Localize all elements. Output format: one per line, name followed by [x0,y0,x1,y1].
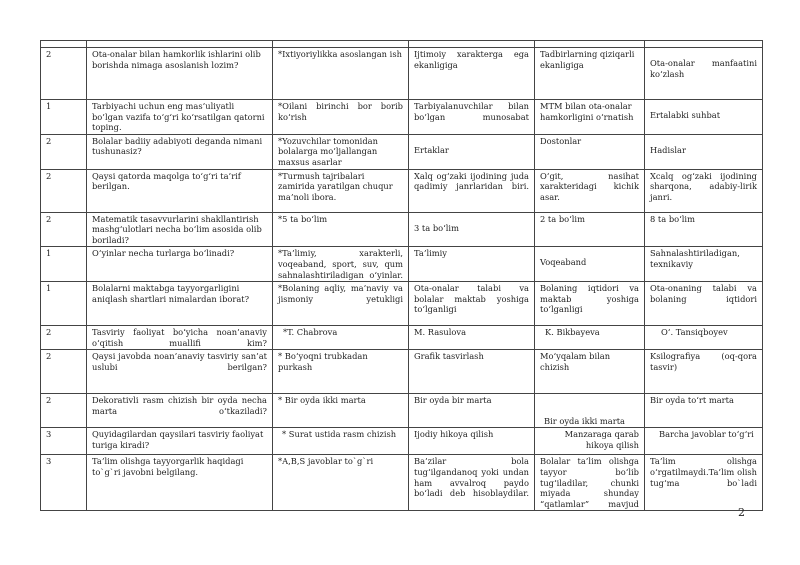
answer-b-cell: 3 ta bo‘lim [409,212,535,247]
table-row [41,169,763,212]
answer-a-cell: *A,B,S javoblar to`g`ri [273,455,409,511]
answer-c-cell: K. Bikbayeva [535,326,645,350]
page-number: 2 [738,506,745,519]
table-row [41,247,763,282]
question-cell: Matematik tasavvurlarini shakllantirish mashg‘ulotlari necha bo‘lim asosida olib boriladi? [87,212,273,247]
answer-b-cell: M. Rasulova [409,326,535,350]
answer-a-cell: *Ixtiyoriylikka asoslangan ish [273,48,409,100]
answer-c-cell: Manzaraga qarab hikoya qilish [535,428,645,455]
answer-b-cell: Xalq og‘zaki ijodining juda qadimiy janrlaridan biri. [409,169,535,212]
answer-b-cell: Ertaklar [409,134,535,169]
answer-b-cell: Ijodiy hikoya qilish [409,428,535,455]
answer-a-cell: *T. Chabrova [273,326,409,350]
answer-c-cell: Bolaning iqtidori va maktab yoshiga to‘lganligi [535,282,645,326]
table-row [41,350,763,394]
answer-b-cell: Grafik tasvirlash [409,350,535,394]
answer-a-cell: * Bo‘yoqni trubkadan purkash [273,350,409,394]
answer-d-cell: Bir oyda to‘rt marta [645,394,763,428]
answer-a-cell: *5 ta bo‘lim [273,212,409,247]
table-row [41,428,763,455]
document-page [40,40,762,511]
answer-c-cell: Tadbirlarning qiziqarli ekanligiga [535,48,645,100]
question-cell: Tarbiyachi uchun eng mas’uliyatli bo’lgan vazifa to‘g‘ri ko‘rsatilgan qatorni toping. [87,100,273,135]
score-cell: 2 [41,212,87,247]
answer-d-cell: Hadislar [645,134,763,169]
answer-d-cell: Xcalq og‘zaki ijodining sharqona, adabiy-lirik janri. [645,169,763,212]
answer-d-cell: Ta’lim olishga o‘rgatilmaydi.Ta’lim olish tug‘ma bo`ladi [645,455,763,511]
question-cell: Quyidagilardan qaysilari tasviriy faoliyat turiga kiradi? [87,428,273,455]
answer-c-cell: Mo‘yqalam bilan chizish [535,350,645,394]
score-cell: 3 [41,428,87,455]
answer-a-cell: *Yozuvchilar tomonidan bolalarga mo’ljallangan maxsus asarlar [273,134,409,169]
table-row [41,134,763,169]
answer-b-cell: Bir oyda bir marta [409,394,535,428]
table-row [41,455,763,511]
answer-d-cell: Sahnalashtiriladigan, texnikaviy [645,247,763,282]
question-cell: Qaysi javobda noan’anaviy tasviriy san’at uslubi berilgan? [87,350,273,394]
answer-c-cell: Bolalar ta’lim olishga tayyor bo‘lib tug‘iladilar, chunki miyada shunday “qatlamlar” mavjud [535,455,645,511]
table-row [41,212,763,247]
question-cell: Qaysi qatorda maqolga to‘g‘ri ta’rif berilgan. [87,169,273,212]
table-row [41,326,763,350]
table-row [41,394,763,428]
answer-c-cell: Bir oyda ikki marta [535,394,645,428]
answer-a-cell: *Bolaning aqliy, ma’naviy va jismoniy yetukligi [273,282,409,326]
score-cell: 2 [41,350,87,394]
question-cell: O‘yinlar necha turlarga bo‘linadi? [87,247,273,282]
answer-a-cell: * Bir oyda ikki marta [273,394,409,428]
answer-b-cell: Ijtimoiy xarakterga ega ekanligiga [409,48,535,100]
answer-d-cell: Ksilografiya (oq-qora tasvir) [645,350,763,394]
answer-d-cell: Ota-onalar manfaatini ko‘zlash [645,48,763,100]
table-row [41,41,763,48]
answer-d-cell: Barcha javoblar to‘g‘ri [645,428,763,455]
score-cell: 2 [41,134,87,169]
answer-b-cell: Ta’limiy [409,247,535,282]
answer-d-cell: Ota-onaning talabi va bolaning iqtidori [645,282,763,326]
answer-d-cell: 8 ta bo‘lim [645,212,763,247]
answer-c-cell: Dostonlar [535,134,645,169]
question-cell: Bolalarni maktabga tayyorgarligini aniqlash shartlari nimalardan iborat? [87,282,273,326]
answer-d-cell: O‘. Tansiqboyev [645,326,763,350]
answer-a-cell: *Turmush tajribalari zamirida yaratilgan chuqur ma’noli ibora. [273,169,409,212]
table-row [41,282,763,326]
answer-d-cell: Ertalabki suhbat [645,100,763,135]
answer-c-cell: 2 ta bo‘lim [535,212,645,247]
score-cell: 1 [41,100,87,135]
score-cell: 2 [41,48,87,100]
table-row [41,100,763,135]
answer-b-cell: Ba’zilar bola tug‘ilgandanoq yoki undan ham avvalroq paydo bo‘ladi deb hisoblaydilar. [409,455,535,511]
score-cell: 2 [41,326,87,350]
answer-a-cell: *Oilani birinchi bor borib ko‘rish [273,100,409,135]
question-cell: Tasviriy faoliyat bo‘yicha noan’anaviy o‘qitish muallifi kim? [87,326,273,350]
score-cell: 1 [41,282,87,326]
score-cell: 3 [41,455,87,511]
test-questions-table [40,40,763,511]
answer-c-cell: O‘git, nasihat xarakteridagi kichik asar. [535,169,645,212]
table-row [41,48,763,100]
score-cell: 2 [41,394,87,428]
question-cell: Ta’lim olishga tayyorgarlik haqidagi to`g`ri javobni belgilang. [87,455,273,511]
answer-c-cell: Voqeaband [535,247,645,282]
question-cell: Dekorativli rasm chizish bir oyda necha marta o‘tkaziladi? [87,394,273,428]
answer-a-cell: * Surat ustida rasm chizish [273,428,409,455]
score-cell: 1 [41,247,87,282]
question-cell: Ota-onalar bilan hamkorlik ishlarini olib borishda nimaga asoslanish lozim? [87,48,273,100]
score-cell: 2 [41,169,87,212]
answer-b-cell: Ota-onalar talabi va bolalar maktab yoshiga to‘lganligi [409,282,535,326]
answer-b-cell: Tarbiyalanuvchilar bilan bo’lgan munosabat [409,100,535,135]
answer-c-cell: MTM bilan ota-onalar hamkorligini o‘rnatish [535,100,645,135]
answer-a-cell: *Ta’limiy, xarakterli, voqeaband, sport, suv, qum sahnalashtiriladigan o‘yinlar. [273,247,409,282]
question-cell: Bolalar badiiy adabiyoti deganda nimani tushunasiz? [87,134,273,169]
